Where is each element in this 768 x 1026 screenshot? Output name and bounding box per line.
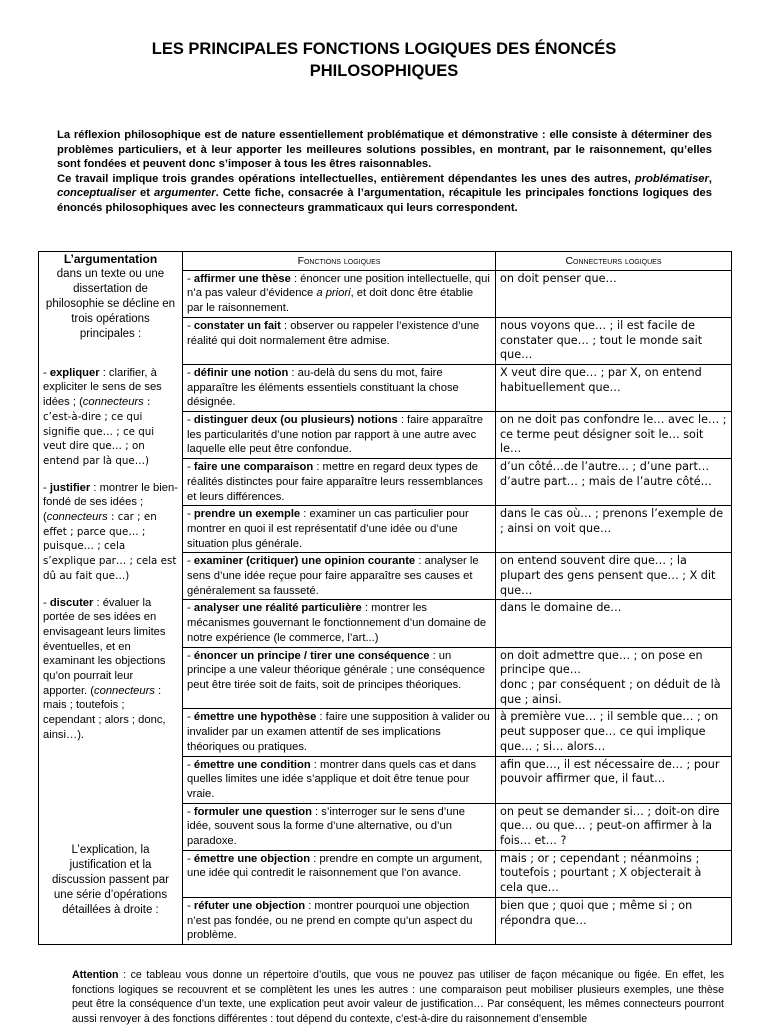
function-cell: - énoncer un principe / tirer une conséquence : un principe a une valeur théorique générale ; une conséquence peut être tirée soit de faits, soit de principes théoriques. [183, 647, 496, 709]
function-term: émettre une objection [193, 852, 311, 865]
attention-text: : ce tableau vous donne un répertoire d’outils, que vous ne pouvez pas utiliser de façon mécanique ou figée. En effet, les fonctions logiques se recouvrent et se complètent les unes les autres : une comparaison peut mobiliser plusieurs exemples, une thèse peut être la conséquence d’un texte, une explication peut avoir valeur de justification… Par conséquent, les mêmes connecteurs pourront aussi renvoyer à des fonctions différentes : tout dépend du contexte, c’est-à-dire du raisonnement d’ensemble [72, 969, 724, 1025]
discuter-text: : évaluer la portée de ses idées en envisageant leurs limites éventuelles, et en examinant les objections qu’on pourrait leur apporter. ( [43, 596, 166, 697]
function-description: : montrer pourquoi une objection n’est pas fondée, ou ne prend en compte qu’un aspect du problème. [187, 899, 473, 942]
function-cell: - examiner (critiquer) une opinion courante : analyser le sens d’une idée reçue pour faire apparaître ses causes et généralement sa fausseté. [183, 553, 496, 600]
title-line-1: LES PRINCIPALES FONCTIONS LOGIQUES DES ÉNONCÉS [151, 40, 617, 58]
attention-label: Attention [72, 969, 119, 981]
justifier-term: justifier [49, 481, 91, 494]
connector-cell: dans le cas où… ; prenons l’exemple de ; ainsi on voit que… [496, 506, 732, 553]
intro-p2-italic-1: problématiser [634, 172, 709, 185]
intro-p2-italic-3: argumenter [154, 187, 216, 200]
argumentation-conclusion: L’explication, la justification et la discussion passent par une série d’opérations détaillées à droite : [52, 843, 169, 916]
argumentation-intro: dans un texte ou une dissertation de philosophie se décline en trois opérations principales : [45, 267, 176, 340]
function-term: affirmer une thèse [193, 272, 291, 285]
argumentation-heading: L’argumentation [63, 252, 158, 266]
title-line-2: PHILOSOPHIQUES [309, 62, 459, 80]
function-italic: a priori [316, 287, 351, 300]
function-term: émettre une hypothèse [193, 711, 317, 724]
discuter-block: - discuter : évaluer la portée de ses idées en envisageant leurs limites éventuelles, et en examinant les objections qu’on pourrait leur apporter. (connecteurs : mais ; toutefois ; cependant ; alors ; donc, ainsi…). [43, 596, 166, 741]
intro-p2-a: Ce travail implique trois grandes opérations intellectuelles, entièrement dépendantes les unes des autres, [57, 172, 635, 185]
function-description: : faire une supposition à valider ou invalider par un examen attentif de ses implications théoriques ou pratiques. [187, 711, 490, 753]
function-term: définir une notion [193, 366, 289, 379]
function-term: examiner (critiquer) une opinion courante [193, 555, 416, 568]
functions-table [38, 251, 732, 945]
function-description: : montrer les mécanismes gouvernant le fonctionnement d’un domaine de notre expérience (le commerce, l’art...) [187, 602, 487, 644]
connector-cell: on ne doit pas confondre le… avec le… ; ce terme peut désigner soit le… soit le… [496, 412, 732, 459]
expliquer-term: expliquer [49, 366, 100, 379]
connector-cell: à première vue… ; il semble que… ; on peut supposer que… ce qui implique que… ; si… alors… [496, 709, 732, 756]
function-term: formuler une question [193, 805, 312, 818]
expliquer-text: : clarifier, à expliciter le sens de ses idées ; ( [43, 366, 162, 409]
function-description: : un principe a une valeur théorique générale ; une conséquence peut être tirée soit de faits, soit de principes théoriques. [187, 649, 485, 691]
page-title [40, 38, 728, 82]
function-description: : observer ou rappeler l’existence d’une réalité qui doit normalement être admise. [187, 319, 480, 347]
function-cell: - constater un fait : observer ou rappeler l’existence d’une réalité qui doit normalement être admise. [183, 317, 496, 364]
function-cell: - affirmer une thèse : énoncer une position intellectuelle, qui n’a pas valeur d’évidence a priori, et doit donc être établie par le raisonnement. [183, 270, 496, 317]
function-description: : examiner un cas particulier pour montrer en quoi il est représentatif d’une idée ou d’une situation plus générale. [187, 508, 469, 550]
function-description: : énoncer une position intellectuelle, qui n’a pas valeur d’évidence [187, 272, 490, 300]
connector-cell: bien que ; quoi que ; même si ; on répondra que… [496, 897, 732, 944]
function-cell: - distinguer deux (ou plusieurs) notions : faire apparaître les particularités d’une notion par rapport à une autre avec laquelle elle peut être confondue. [183, 412, 496, 459]
justifier-conn-label: connecteurs [46, 511, 108, 524]
connector-cell: mais ; or ; cependant ; néanmoins ; toutefois ; pourtant ; X objecterait à cela que… [496, 850, 732, 897]
function-cell: - émettre une condition : montrer dans quels cas et dans quelles limites une idée s’applique et doit être tenue pour vraie. [183, 756, 496, 803]
connector-cell: on peut se demander si… ; doit-on dire que… ou que… ; peut-on affirmer à la fois… et… ? [496, 803, 732, 850]
function-description: : au-delà du sens du mot, faire apparaître les éléments essentiels constituant la chose désignée. [187, 366, 459, 409]
justifier-connectors: : car ; en effet ; parce que… ; puisque… ; cela s’explique par… ; cela est dû au fait que…) [43, 511, 177, 582]
function-term: émettre une condition [193, 758, 311, 771]
function-cell: - faire une comparaison : mettre en regard deux types de réalités distinctes pour faire apparaître leurs ressemblances et leurs différences. [183, 459, 496, 506]
discuter-connectors: : mais ; toutefois ; cependant ; alors ; donc, ainsi…). [43, 684, 166, 741]
function-term: prendre un exemple [193, 508, 301, 521]
function-description: : prendre en compte un argument, une idée qui contredit le raisonnement que l’on avance. [187, 852, 483, 880]
justifier-text: : montrer le bien-fondé de ses idées ; ( [43, 481, 178, 524]
table-header-row [39, 252, 732, 271]
function-cell: - émettre une hypothèse : faire une supposition à valider ou invalider par un examen attentif de ses implications théoriques ou pratiques. [183, 709, 496, 756]
function-cell: - émettre une objection : prendre en compte un argument, une idée qui contredit le raisonnement que l’on avance. [183, 850, 496, 897]
argumentation-cell [39, 252, 183, 945]
connector-cell: dans le domaine de… [496, 600, 732, 647]
intro-p2-d: . Cette fiche, consacrée à l’argumentation, récapitule les principales fonctions logiques des énoncés philosophiques avec les connecteurs grammaticaux qui leurs correspondent. [57, 187, 712, 214]
function-description: : s’interroger sur le sens d’une idée, souvent sous la forme d’une alternative, ou d’un paradoxe. [187, 805, 465, 848]
connector-cell: on doit penser que… [496, 270, 732, 317]
connector-cell: on entend souvent dire que… ; la plupart des gens pensent que… ; X dit que… [496, 553, 732, 600]
header-fonctions-logiques: Fonctions logiques [183, 252, 496, 271]
intro-p2-b: , [708, 172, 712, 185]
function-cell: - prendre un exemple : examiner un cas particulier pour montrer en quoi il est représentatif d’une idée ou d’une situation plus générale. [183, 506, 496, 553]
function-cell: - formuler une question : s’interroger sur le sens d’une idée, souvent sous la forme d’une alternative, ou d’un paradoxe. [183, 803, 496, 850]
intro-text [57, 128, 712, 216]
discuter-conn-label: connecteurs [94, 684, 155, 697]
intro-paragraph-1: La réflexion philosophique est de nature essentiellement problématique et démonstrative : elle consiste à déterminer des problèmes particuliers, et à leur apporter les meilleures solutions possibles, en montrant, par le raisonnement, qu’elles sont fondées et peuvent donc s’imposer à tous les êtres raisonnables. [57, 129, 712, 171]
function-term: analyser une réalité particulière [193, 602, 362, 615]
attention-note [72, 968, 724, 1026]
function-cell: - analyser une réalité particulière : montrer les mécanismes gouvernant le fonctionnement d’un domaine de notre expérience (le commerce, l’art...) [183, 600, 496, 647]
expliquer-connectors: : c’est-à-dire ; ce qui signifie que… ; ce qui veut dire que… ; on entend par là que…) [43, 396, 155, 467]
function-term: distinguer deux (ou plusieurs) notions [193, 414, 398, 427]
function-description: : analyser le sens d’une idée reçue pour faire apparaître ses causes et généralement sa fausseté. [187, 555, 479, 597]
connector-cell: X veut dire que… ; par X, on entend habituellement que… [496, 364, 732, 411]
function-description: : mettre en regard deux types de réalités distinctes pour faire apparaître leurs ressemblances et leurs différences. [187, 461, 483, 503]
connector-cell: nous voyons que… ; il est facile de constater que… ; tout le monde sait que… [496, 317, 732, 364]
discuter-term: discuter [49, 596, 94, 609]
expliquer-block: - expliquer : clarifier, à expliciter le sens de ses idées ; (connecteurs : c’est-à-dire ; ce qui signifie que… ; ce qui veut dire que… ; on entend par là que…) [43, 366, 162, 467]
connector-cell: afin que…, il est nécessaire de… ; pour pouvoir affirmer que, il faut… [496, 756, 732, 803]
connector-cell: d’un côté…de l’autre… ; d’une part…d’autre part… ; mais de l’autre côté… [496, 459, 732, 506]
function-description-end: , et doit donc être établie par le raisonnement. [187, 287, 474, 315]
justifier-block: - justifier : montrer le bien-fondé de ses idées ; (connecteurs : car ; en effet ; parce que… ; puisque… ; cela s’explique par… ; cela est dû au fait que…) [43, 481, 178, 582]
function-term: énoncer un principe / tirer une conséquence [193, 649, 430, 662]
function-cell: - définir une notion : au-delà du sens du mot, faire apparaître les éléments essentiels constituant la chose désignée. [183, 364, 496, 411]
header-connecteurs-logiques: Connecteurs logiques [496, 252, 732, 271]
function-cell: - réfuter une objection : montrer pourquoi une objection n’est pas fondée, ou ne prend en compte qu’un aspect du problème. [183, 897, 496, 944]
function-term: constater un fait [193, 319, 281, 332]
function-term: faire une comparaison [193, 461, 314, 474]
function-description: : montrer dans quels cas et dans quelles limites une idée s’applique et doit être tenue pour vraie. [187, 758, 477, 800]
intro-p2-italic-2: conceptualiser [57, 187, 136, 200]
function-description: : faire apparaître les particularités d’une notion par rapport à une autre avec laquelle elle peut être confondue. [187, 414, 483, 456]
expliquer-conn-label: connecteurs [82, 396, 144, 409]
intro-paragraph-2 [57, 172, 712, 216]
function-term: réfuter une objection [193, 899, 306, 912]
connector-cell: on doit admettre que… ; on pose en principe que… donc ; par conséquent ; on déduit de là que ; ainsi. [496, 647, 732, 709]
intro-p2-c: et [135, 187, 154, 200]
